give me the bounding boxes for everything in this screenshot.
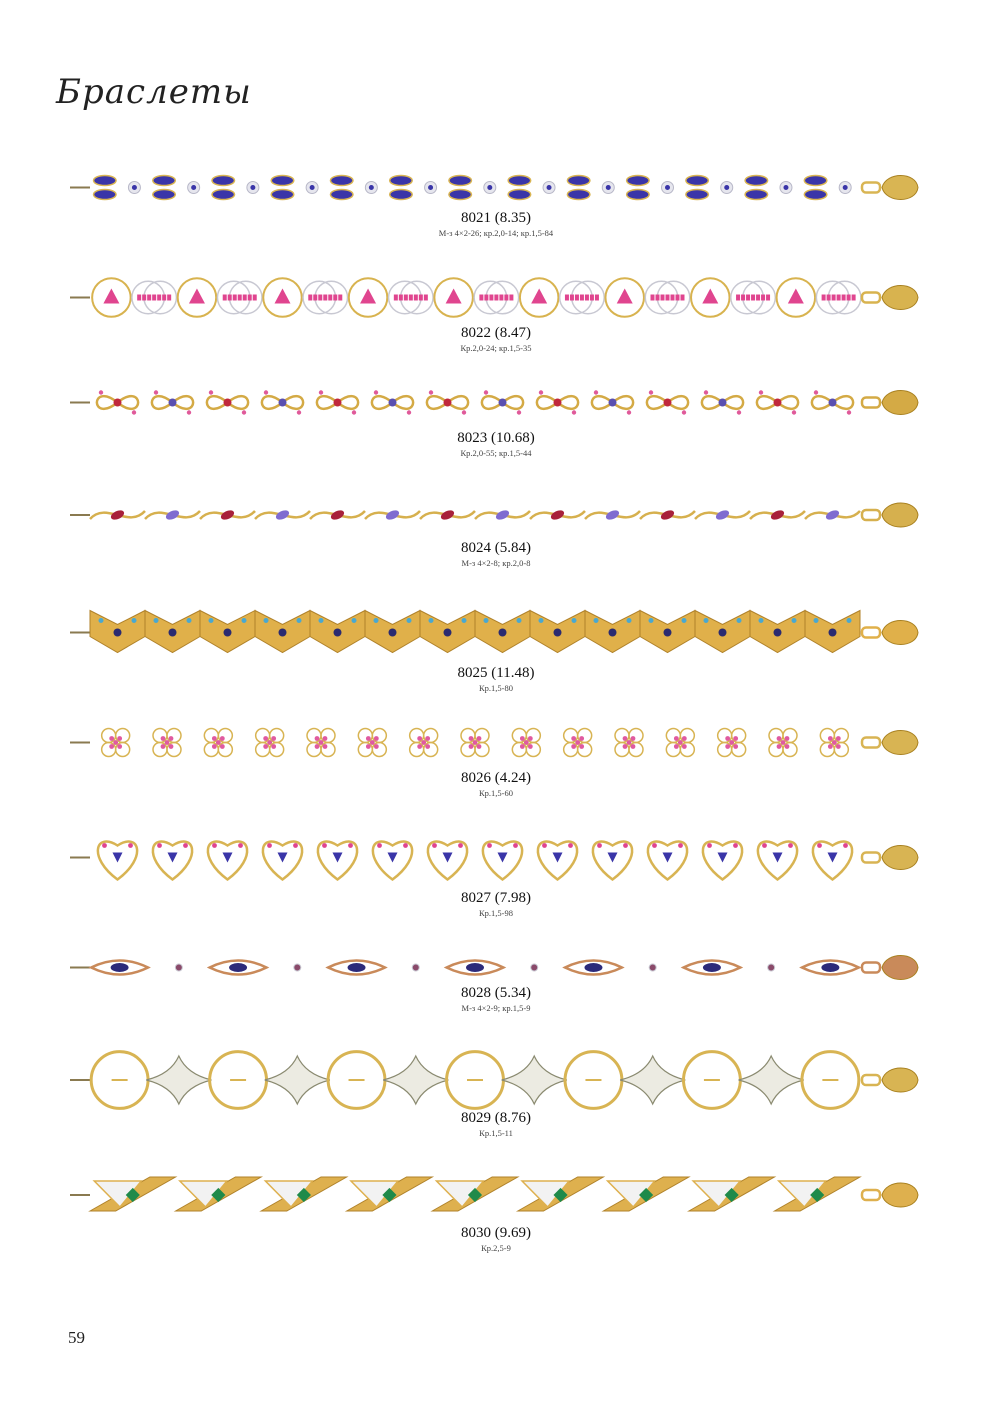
bracelet-link [560,281,605,314]
bracelet-link [410,729,438,757]
bracelet-link [649,964,656,971]
bracelet-caption [0,985,992,1013]
bracelet-clasp [862,731,918,755]
bracelet-link [703,842,742,880]
bracelet-link [585,508,640,521]
bracelet-link [531,964,538,971]
bracelet-link [758,842,797,880]
bracelet-link [365,611,420,653]
bracelet-link [358,729,386,757]
bracelet-image [60,825,940,890]
bracelet-link [91,961,148,975]
bracelet-link [200,611,255,653]
bracelet-link [98,842,137,880]
bracelet-link [263,842,302,880]
bracelet-spec: М-з 4×2-26; кр.2,0-14; кр.1,5-84 [438,228,554,238]
bracelet-link [474,281,519,314]
bracelet-link [390,176,413,200]
bracelet-image [60,715,940,770]
bracelet-link [802,961,859,975]
bracelet-link [420,611,475,653]
bracelet-link [328,961,385,975]
bracelet-link [802,1052,859,1109]
bracelet-link [128,182,140,194]
bracelet-link [310,508,365,521]
bracelet-caption [0,430,992,458]
bracelet-link [683,961,740,975]
bracelet-image [60,1165,940,1225]
bracelet-spec: Кр.1,5-98 [479,908,513,918]
bracelet-link [695,611,750,653]
bracelet-link [689,1177,775,1211]
bracelet-clasp [862,1183,918,1207]
bracelet-link [389,281,434,314]
bracelet-link [146,1056,211,1104]
bracelet-link [92,278,131,317]
bracelet-link [271,176,294,200]
bracelet-link [210,1052,267,1109]
bracelet-link [662,182,674,194]
bracelet-link [263,278,302,317]
bracelet-code: 8024 (5.84) [461,540,531,556]
bracelet-link [774,1177,860,1211]
bracelet-link [565,961,622,975]
bracelet-link [412,964,419,971]
bracelet-link [347,1177,433,1211]
bracelet-link [132,281,177,314]
bracelet-link [425,182,437,194]
bracelet-link [750,508,805,521]
bracelet-link [645,281,690,314]
bracelet-spec: Кр.2,5-9 [481,1243,511,1253]
bracelet-link [330,176,353,200]
bracelet-link [247,182,259,194]
bracelet-link [695,508,750,521]
bracelet-code: 8029 (8.76) [461,1110,531,1126]
bracelet-link [816,281,861,314]
bracelet-clasp [862,391,918,415]
bracelet-link [102,729,130,757]
bracelet-link [702,390,743,414]
bracelet-link [447,1052,504,1109]
bracelet-link [152,390,193,414]
bracelet-spec: М-з 4×2-9; кр.1,5-9 [461,1003,531,1013]
bracelet-link [647,390,688,414]
bracelet-link [294,964,301,971]
bracelet-image [60,600,940,665]
bracelet-link [508,176,531,200]
bracelet-link [813,842,852,880]
bracelet-link [483,842,522,880]
bracelet-link [739,1056,804,1104]
bracelet-link [90,1177,176,1211]
bracelet-link [812,390,853,414]
bracelet-link [178,278,217,317]
bracelet-clasp [862,286,918,310]
bracelet-link [564,729,592,757]
bracelet-link [427,390,468,414]
bracelet-link [328,1052,385,1109]
bracelet-link [208,842,247,880]
page-title: Браслеты [56,72,252,112]
bracelet-code: 8022 (8.47) [461,325,531,341]
bracelet-link [91,1052,148,1109]
bracelet-link [310,611,365,653]
bracelet-code: 8026 (4.24) [461,770,531,786]
bracelet-spec: Кр.1,5-80 [479,683,513,693]
bracelet-link [602,182,614,194]
bracelet-link [204,729,232,757]
bracelet-link [97,390,138,414]
bracelet-link [349,278,388,317]
bracelet-code: 8021 (8.35) [461,210,531,226]
bracelet-link [188,182,200,194]
bracelet-link [718,729,746,757]
bracelet-code: 8023 (10.68) [457,430,535,446]
bracelet-link [255,508,310,521]
bracelet-link [484,182,496,194]
bracelet-caption [0,210,992,238]
bracelet-link [262,390,303,414]
bracelet-link [90,611,145,653]
bracelet-link [543,182,555,194]
bracelet-link [537,390,578,414]
bracelet-link [769,729,797,757]
bracelet-link [145,611,200,653]
bracelet-link [627,176,650,200]
bracelet-spec: Кр.2,0-24; кр.1,5-35 [460,343,532,353]
bracelet-link [518,1177,604,1211]
bracelet-link [210,961,267,975]
bracelet-link [153,176,176,200]
bracelet-caption [0,540,992,568]
bracelet-link [265,1056,330,1104]
bracelet-caption [0,325,992,353]
bracelet-spec: Кр.2,0-55; кр.1,5-44 [460,448,532,458]
bracelet-link [780,182,792,194]
bracelet-link [317,390,358,414]
bracelet-caption [0,1225,992,1253]
bracelet-link [145,508,200,521]
bracelet-image [60,1050,940,1110]
bracelet-clasp [862,176,918,200]
bracelet-link [373,842,412,880]
bracelet-code: 8030 (9.69) [461,1225,531,1241]
bracelet-link [777,278,816,317]
bracelet-clasp [862,503,918,527]
bracelet-link [520,278,559,317]
bracelet-link [565,1052,622,1109]
bracelet-link [820,729,848,757]
bracelet-link [648,842,687,880]
bracelet-link [372,390,413,414]
bracelet-image [60,375,940,430]
bracelet-clasp [862,956,918,980]
bracelet-link [428,842,467,880]
bracelet-spec: М-з 4×2-8; кр.2,0-8 [461,558,531,568]
bracelet-link [153,842,192,880]
bracelet-link [839,182,851,194]
bracelet-link [306,182,318,194]
bracelet-link [475,508,530,521]
bracelet-spec: Кр.1,5-60 [479,788,513,798]
bracelet-image [60,165,940,210]
bracelet-link [620,1056,685,1104]
bracelet-link [261,1177,347,1211]
bracelet-clasp [862,1068,918,1092]
bracelet-link [475,611,530,653]
bracelet-link [94,176,117,200]
bracelet-link [449,176,472,200]
bracelet-link [585,611,640,653]
bracelet-link [686,176,709,200]
bracelet-link [530,611,585,653]
bracelet-caption [0,665,992,693]
bracelet-link [538,842,577,880]
bracelet-link [303,281,348,314]
bracelet-link [447,961,504,975]
bracelet-link [603,1177,689,1211]
bracelet-link [383,1056,448,1104]
bracelet-link [461,729,489,757]
bracelet-link [750,611,805,653]
bracelet-link [615,729,643,757]
bracelet-code: 8028 (5.34) [461,985,531,1001]
bracelet-link [365,182,377,194]
bracelet-link [768,964,775,971]
bracelet-link [640,611,695,653]
bracelet-link [482,390,523,414]
bracelet-link [512,729,540,757]
bracelet-clasp [862,621,918,645]
bracelet-link [318,842,357,880]
bracelet-link [745,176,768,200]
bracelet-caption [0,1110,992,1138]
bracelet-link [207,390,248,414]
bracelet-link [805,611,860,653]
bracelet-caption [0,890,992,918]
bracelet-spec: Кр.1,5-11 [479,1128,513,1138]
bracelet-link [200,508,255,521]
bracelet-link [666,729,694,757]
bracelet-link [420,508,475,521]
bracelet-image [60,490,940,540]
bracelet-caption [0,770,992,798]
bracelet-code: 8025 (11.48) [457,665,535,681]
bracelet-link [255,611,310,653]
bracelet-link [640,508,695,521]
bracelet-link [365,508,420,521]
bracelet-link [175,964,182,971]
bracelet-link [592,390,633,414]
bracelet-image [60,270,940,325]
page-number: 59 [68,1328,85,1347]
bracelet-link [805,508,860,521]
bracelet-link [567,176,590,200]
bracelet-link [530,508,585,521]
bracelet-link [256,729,284,757]
bracelet-link [731,281,776,314]
bracelet-link [217,281,262,314]
bracelet-link [502,1056,567,1104]
bracelet-link [176,1177,262,1211]
bracelet-link [593,842,632,880]
bracelet-link [721,182,733,194]
bracelet-link [605,278,644,317]
bracelet-clasp [862,846,918,870]
bracelet-link [804,176,827,200]
bracelet-link [683,1052,740,1109]
bracelet-code: 8027 (7.98) [461,890,531,906]
bracelet-link [307,729,335,757]
bracelet-link [432,1177,518,1211]
bracelet-link [434,278,473,317]
bracelet-link [153,729,181,757]
bracelet-link [90,508,145,521]
bracelet-link [691,278,730,317]
bracelet-image [60,950,940,985]
bracelet-link [212,176,235,200]
bracelet-link [757,390,798,414]
